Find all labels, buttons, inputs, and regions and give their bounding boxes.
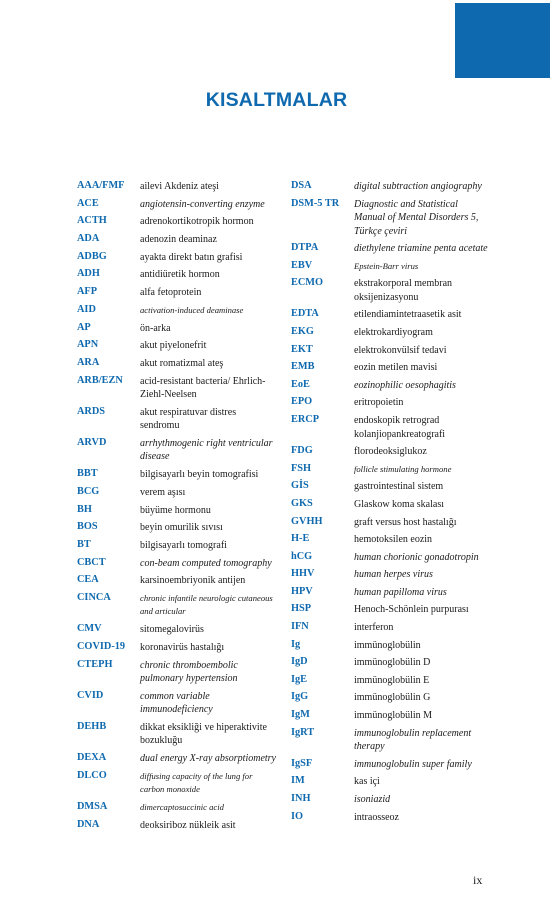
abbreviation-term: BH [77,503,92,515]
abbreviation-definition: digital subtraction angiography [354,181,482,192]
abbreviation-definition: ön-arka [140,322,171,334]
abbreviation-definition: angiotensin-converting enzyme [140,198,265,210]
abbreviation-definition: beyin omurilik sıvısı [140,522,223,534]
abbreviation-entry [291,621,491,635]
abbreviation-entry [77,268,277,282]
abbreviation-term: FSH [291,462,312,474]
abbreviation-term: COVID-19 [77,640,126,652]
abbreviation-term: AFP [77,286,98,298]
abbreviation-definition: elektrokonvülsif tedavi [354,344,447,356]
abbreviation-term: IgRT [291,726,315,738]
abbreviation-entry [77,375,277,402]
abbreviation-definition: Diagnostic and Statistical Manual of Mental Disorders 5, Türkçe çeviri [354,198,479,237]
corner-color-block [455,3,550,78]
abbreviation-term: DMSA [77,800,108,812]
abbreviation-definition: adrenokortikotropik hormon [140,216,254,228]
abbreviation-entry [291,463,491,477]
abbreviation-entry [291,326,491,340]
abbreviation-entry [291,445,491,459]
abbreviation-entry [77,322,277,336]
abbreviation-entry [77,574,277,588]
abbreviation-term: ARA [77,356,100,368]
abbreviation-definition: Glaskow koma skalası [354,498,444,510]
abbreviation-term: EoE [291,378,310,390]
abbreviation-definition: verem aşısı [140,486,186,498]
abbreviation-entry [77,721,277,748]
abbreviation-entry [77,486,277,500]
abbreviation-definition: hemotoksilen eozin [354,534,433,546]
abbreviation-definition: graft versus host hastalığı [354,516,457,528]
abbreviation-term: EPO [291,396,313,408]
abbreviation-definition: ekstrakorporal membran oksijenizasyonu [354,278,453,303]
abbreviation-definition: deoksiriboz nükleik asit [140,819,236,831]
abbreviation-entry [291,480,491,494]
abbreviation-term: ECMO [291,277,324,289]
abbreviation-definition: activation-induced deaminase [140,304,244,315]
abbreviation-definition: akut romatizmal ateş [140,357,224,369]
abbreviation-term: EBV [291,259,313,271]
abbreviation-definition: bilgisayarlı beyin tomografisi [140,469,259,481]
abbreviation-definition: chronic infantile neurologic cutaneous and articular [140,592,273,617]
abbreviation-entry [291,656,491,670]
abbreviation-entry [291,533,491,547]
page-title: KISALTMALAR [205,89,348,111]
abbreviation-entry [291,180,491,194]
abbreviation-column-right [291,180,491,828]
abbreviation-definition: akut piyelonefrit [140,340,207,352]
abbreviation-entry [77,819,277,833]
abbreviation-term: CTEPH [77,658,113,670]
abbreviation-term: HSP [291,603,312,615]
abbreviation-entry [77,286,277,300]
abbreviation-term: INH [291,792,311,804]
abbreviation-term: IgD [291,656,308,668]
abbreviation-entry [291,727,491,754]
abbreviation-definition: kas içi [354,776,380,788]
abbreviation-definition: ailevi Akdeniz ateşi [140,181,219,192]
abbreviation-term: EKG [291,326,314,338]
abbreviation-definition: diffusing capacity of the lung for carbon monoxide [140,770,253,795]
abbreviation-term: EKT [291,343,313,355]
abbreviation-entry [291,551,491,565]
abbreviation-entry [77,504,277,518]
abbreviation-entry [291,198,491,239]
abbreviation-entry [291,344,491,358]
abbreviation-term: FDG [291,445,313,457]
abbreviation-term: BBT [77,468,98,480]
abbreviation-term: GİS [291,480,309,492]
abbreviation-term: AAA/FMF [77,180,125,191]
abbreviation-definition: immünoglobülin G [354,692,431,704]
abbreviation-entry [291,603,491,617]
abbreviation-entry [291,758,491,772]
abbreviation-term: IgG [291,691,309,703]
abbreviation-definition: gastrointestinal sistem [354,481,444,493]
abbreviation-definition: immünoglobülin [354,639,421,651]
abbreviation-term: BOS [77,521,98,533]
abbreviation-term: AID [77,303,96,315]
abbreviation-term: DLCO [77,769,107,781]
abbreviation-entry [291,498,491,512]
abbreviation-term: BT [77,538,91,550]
abbreviation-term: GVHH [291,515,323,527]
abbreviation-entry [291,308,491,322]
abbreviation-entry [77,752,277,766]
abbreviation-definition: sitomegalovirüs [140,624,204,636]
abbreviation-term: EMB [291,361,315,373]
abbreviation-term: ERCP [291,414,320,426]
abbreviation-definition: diethylene triamine penta acetate [354,243,488,255]
abbreviation-definition: karsinoembriyonik antijen [140,575,246,587]
abbreviation-entry [77,623,277,637]
abbreviation-definition: eritropoietin [354,397,404,409]
abbreviation-entry [291,793,491,807]
abbreviation-entry [77,437,277,464]
abbreviation-entry [77,215,277,229]
abbreviation-term: DTPA [291,242,319,254]
abbreviation-term: ARVD [77,436,107,448]
abbreviation-term: CBCT [77,556,106,568]
abbreviation-term: H-E [291,533,310,545]
abbreviation-definition: common variable immunodeficiency [140,690,213,716]
abbreviation-definition: interferon [354,622,394,634]
abbreviation-definition: ayakta direkt batın grafisi [140,251,243,263]
abbreviation-entry [291,277,491,304]
abbreviation-entry [77,592,277,619]
abbreviation-term: hCG [291,550,313,562]
abbreviation-entry [291,516,491,530]
abbreviation-term: DEXA [77,752,107,764]
abbreviation-term: ACTH [77,215,107,227]
abbreviation-entry [291,414,491,441]
abbreviation-entry [77,468,277,482]
abbreviation-entry [291,396,491,410]
abbreviation-term: HPV [291,585,313,597]
abbreviation-column-left [77,180,277,836]
abbreviation-definition: bilgisayarlı tomografi [140,539,227,551]
abbreviation-definition: dikkat eksikliği ve hiperaktivite bozukluğu [140,721,267,747]
abbreviation-term: ACE [77,197,99,209]
abbreviation-definition: immünoglobülin M [354,710,433,722]
abbreviation-definition: adenozin deaminaz [140,234,217,246]
abbreviation-entry [77,801,277,815]
abbreviation-term: CVID [77,689,104,701]
abbreviation-entry [77,539,277,553]
abbreviation-definition: immunoglobulin super family [354,758,472,770]
abbreviation-definition: intraosseoz [354,811,399,823]
abbreviation-entry [77,304,277,318]
abbreviation-entry [291,361,491,375]
abbreviation-definition: endoskopik retrograd kolanjiopankreatografi [354,415,446,440]
abbreviation-definition: arrhythmogenic right ventricular disease [140,437,273,463]
abbreviation-entry [77,180,277,194]
abbreviation-definition: antidiüretik hormon [140,269,220,281]
abbreviation-entry [77,659,277,686]
abbreviation-definition: eozinophilic oesophagitis [354,379,456,391]
abbreviation-definition: human herpes virus [354,569,433,581]
abbreviation-term: IM [291,775,305,787]
abbreviation-entry [77,770,277,797]
abbreviation-definition: immunoglobulin replacement therapy [354,727,472,753]
abbreviation-entry [77,339,277,353]
abbreviation-definition: dual energy X-ray absorptiometry [140,753,276,765]
abbreviation-term: CEA [77,574,99,586]
abbreviation-entry [77,251,277,265]
abbreviation-entry [291,586,491,600]
abbreviation-term: ARB/EZN [77,374,123,386]
abbreviation-definition: akut respiratuvar distres sendromu [140,406,237,432]
abbreviation-definition: human chorionic gonadotropin [354,551,479,563]
abbreviation-term: CINCA [77,591,111,603]
abbreviation-definition: immünoglobülin D [354,657,431,669]
abbreviation-term: Ig [291,638,301,650]
abbreviation-entry [291,709,491,723]
abbreviation-term: APN [77,339,99,351]
abbreviation-entry [291,568,491,582]
abbreviation-definition: con-beam computed tomography [140,557,272,569]
abbreviation-entry [291,242,491,256]
abbreviation-entry [291,674,491,688]
abbreviation-term: BCG [77,485,100,497]
abbreviation-term: ADBG [77,250,107,262]
abbreviation-entry [77,521,277,535]
abbreviation-definition: Epstein-Barr virus [354,260,419,271]
abbreviation-definition: florodeoksiglukoz [354,446,427,458]
abbreviation-entry [77,198,277,212]
abbreviation-term: EDTA [291,308,319,320]
abbreviation-entry [77,233,277,247]
abbreviation-term: HHV [291,568,315,580]
abbreviation-definition: eozin metilen mavisi [354,362,438,374]
abbreviation-term: DSA [291,180,312,191]
abbreviation-entry [291,260,491,274]
abbreviation-entry [291,379,491,393]
abbreviation-definition: Henoch-Schönlein purpurası [354,604,469,616]
abbreviation-term: DNA [77,818,100,830]
abbreviation-term: AP [77,321,91,333]
abbreviation-term: IgM [291,709,310,721]
abbreviation-term: ADA [77,233,100,245]
abbreviation-term: DEHB [77,720,107,732]
abbreviation-term: ADH [77,268,100,280]
abbreviation-entry [291,811,491,825]
abbreviation-term: GKS [291,497,313,509]
abbreviation-term: IgE [291,673,308,685]
abbreviation-definition: chronic thromboembolic pulmonary hypertension [140,659,238,684]
abbreviation-definition: acid-resistant bacteria/ Ehrlich-Ziehl-Neelsen [140,375,266,401]
abbreviation-term: IFN [291,621,309,633]
abbreviation-definition: elektrokardiyogram [354,327,433,339]
abbreviation-definition: dimercaptosuccinic acid [140,801,224,812]
abbreviation-definition: follicle stimulating hormone [354,463,452,474]
abbreviation-term: IO [291,810,304,822]
abbreviation-definition: koronavirüs hastalığı [140,641,225,653]
abbreviation-definition: immünoglobülin E [354,674,430,686]
abbreviation-term: IgSF [291,757,313,769]
abbreviation-entry [77,690,277,717]
abbreviation-definition: alfa fetoprotein [140,287,202,299]
abbreviation-term: ARDS [77,405,106,417]
abbreviation-entry [291,639,491,653]
abbreviation-term: CMV [77,623,102,635]
abbreviation-definition: isoniazid [354,793,391,805]
abbreviation-entry [291,775,491,789]
abbreviation-entry [291,691,491,705]
abbreviation-definition: human papilloma virus [354,586,447,598]
abbreviation-term: DSM-5 TR [291,197,340,209]
abbreviation-entry [77,406,277,433]
abbreviation-entry [77,357,277,371]
abbreviation-entry [77,557,277,571]
abbreviation-definition: etilendiamintetraasetik asit [354,309,462,321]
page-number: ix [473,873,483,887]
abbreviation-definition: büyüme hormonu [140,504,211,516]
abbreviation-entry [77,641,277,655]
